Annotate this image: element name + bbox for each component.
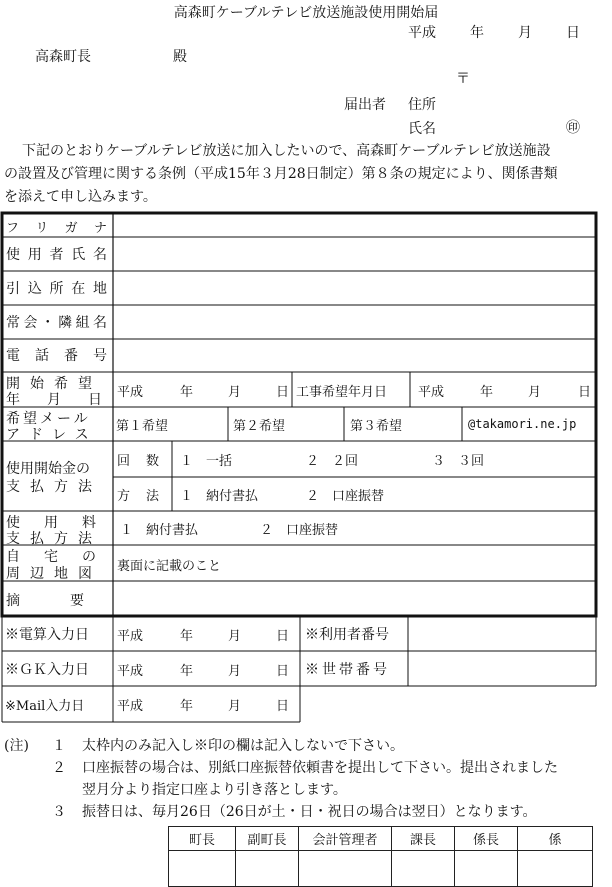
method-option-1: １ 納付書払 bbox=[180, 488, 259, 504]
user-name-label: 使 用 者 氏 名 bbox=[6, 247, 107, 263]
work-date-label: 工事希望年月日 bbox=[296, 384, 388, 400]
note-2-number: ２ bbox=[52, 760, 66, 776]
method-label: 方法 bbox=[117, 488, 176, 504]
mail-month: 月 bbox=[228, 698, 242, 714]
work-era: 平成 bbox=[418, 384, 445, 400]
calc-input-label: ※電算入力日 bbox=[5, 627, 89, 643]
location-label: 引 込 所 在 地 bbox=[6, 281, 107, 297]
stamp-box-mayor[interactable] bbox=[169, 851, 236, 887]
count-option-2: ２ ２回 bbox=[306, 453, 359, 469]
name-label: 氏名 bbox=[408, 121, 436, 137]
mail-label-1: 希望メール bbox=[6, 411, 91, 427]
mail-year: 年 bbox=[180, 698, 194, 714]
mail-choice-2: 第２希望 bbox=[233, 418, 286, 434]
start-label-1: 開始希望 bbox=[6, 376, 102, 392]
gk-day: 日 bbox=[276, 663, 290, 679]
gk-month: 月 bbox=[228, 663, 242, 679]
note-2a: 口座振替の場合は、別紙口座振替依頼書を提出して下さい。提出されました bbox=[82, 760, 558, 776]
note-2b: 翌月分より指定口座より引き落とします。 bbox=[82, 782, 347, 798]
note-1: 太枠内のみ記入し※印の欄は記入しないで下さい。 bbox=[82, 738, 404, 754]
start-label-2: 年月日 bbox=[6, 392, 129, 408]
mail-choice-1: 第１希望 bbox=[116, 418, 169, 434]
map-value: 裏面に記載のこと bbox=[117, 558, 222, 574]
phone-label: 電 話 番 号 bbox=[6, 348, 107, 364]
furigana-label: フ リ ガ ナ bbox=[6, 220, 107, 236]
start-month: 月 bbox=[228, 384, 242, 400]
count-option-1: １ 一括 bbox=[180, 453, 233, 469]
mail-choice-3: 第３希望 bbox=[350, 418, 403, 434]
note-1-number: １ bbox=[52, 738, 66, 754]
seal-mark: ㊞ bbox=[566, 120, 580, 136]
applicant-label: 届出者 bbox=[344, 97, 386, 113]
intro-line-2: の設置及び管理に関する条例（平成15年３月28日制定）第８条の規定により、関係書類 bbox=[4, 166, 558, 182]
work-year: 年 bbox=[480, 384, 494, 400]
mail-era: 平成 bbox=[117, 698, 144, 714]
map-label-2: 周辺地図 bbox=[6, 566, 102, 582]
usage-option-2: ２ 口座振替 bbox=[260, 522, 339, 538]
stamp-box-section-chief[interactable] bbox=[392, 851, 455, 887]
calc-year: 年 bbox=[180, 628, 194, 644]
usage-option-1: １ 納付書払 bbox=[120, 522, 199, 538]
stamp-box-vice-mayor[interactable] bbox=[236, 851, 299, 887]
page-title: 高森町ケーブルテレビ放送施設使用開始届 bbox=[173, 5, 439, 21]
user-no-label: ※利用者番号 bbox=[305, 627, 389, 643]
count-option-3: ３ ３回 bbox=[432, 453, 485, 469]
stamp-header-unit-chief: 係長 bbox=[455, 827, 518, 851]
intro-line-3: を添えて申し込みます。 bbox=[4, 189, 157, 205]
date-month-label: 月 bbox=[518, 25, 532, 41]
remarks-label: 摘要 bbox=[6, 593, 134, 609]
mail-input-label: ※Mail入力日 bbox=[5, 698, 85, 714]
stamp-box-staff[interactable] bbox=[518, 851, 593, 887]
mail-day: 日 bbox=[276, 698, 290, 714]
calc-month: 月 bbox=[228, 628, 242, 644]
mail-domain: @takamori.ne.jp bbox=[468, 417, 577, 431]
gk-year: 年 bbox=[180, 663, 194, 679]
start-year: 年 bbox=[180, 384, 194, 400]
fee-label-1: 使用開始金の bbox=[6, 461, 90, 477]
calc-era: 平成 bbox=[117, 628, 144, 644]
honorific: 殿 bbox=[173, 49, 187, 65]
start-era: 平成 bbox=[117, 384, 144, 400]
intro-line-1: 下記のとおりケーブルテレビ放送に加入したいので、高森町ケーブルテレビ放送施設 bbox=[22, 143, 551, 159]
note-3-number: ３ bbox=[52, 804, 66, 820]
stamp-box-accounting[interactable] bbox=[299, 851, 392, 887]
addressee: 高森町長 bbox=[35, 49, 91, 65]
mail-label-2: アドレス bbox=[6, 427, 98, 443]
count-label: 回数 bbox=[117, 453, 176, 469]
community-label: 常 会 ・ 隣 組 名 bbox=[6, 315, 107, 331]
postal-mark: 〒 bbox=[456, 71, 470, 87]
notes-prefix: (注) bbox=[4, 738, 29, 754]
date-day-label: 日 bbox=[566, 25, 580, 41]
approval-stamp-table bbox=[168, 826, 593, 887]
gk-input-label: ※ＧＫ入力日 bbox=[5, 662, 89, 678]
stamp-header-staff: 係 bbox=[518, 827, 593, 851]
stamp-header-mayor: 町長 bbox=[169, 827, 236, 851]
household-label: ※世帯番号 bbox=[305, 662, 390, 678]
stamp-header-vice-mayor: 副町長 bbox=[236, 827, 299, 851]
note-3: 振替日は、毎月26日（26日が土・日・祝日の場合は翌日）となります。 bbox=[82, 804, 537, 820]
usage-label-2: 支払方法 bbox=[6, 531, 102, 547]
map-label-1: 自宅の bbox=[6, 549, 120, 565]
stamp-box-unit-chief[interactable] bbox=[455, 851, 518, 887]
date-year-label: 年 bbox=[470, 25, 484, 41]
work-day: 日 bbox=[578, 384, 592, 400]
stamp-header-section-chief: 課長 bbox=[392, 827, 455, 851]
calc-day: 日 bbox=[276, 628, 290, 644]
start-day: 日 bbox=[276, 384, 290, 400]
stamp-header-accounting: 会計管理者 bbox=[299, 827, 392, 851]
date-era: 平成 bbox=[408, 25, 436, 41]
fee-label-2: 支払方法 bbox=[6, 479, 102, 495]
usage-label-1: 使用料 bbox=[6, 515, 120, 531]
work-month: 月 bbox=[528, 384, 542, 400]
method-option-2: ２ 口座振替 bbox=[306, 488, 385, 504]
gk-era: 平成 bbox=[117, 663, 144, 679]
address-label: 住所 bbox=[408, 97, 436, 113]
